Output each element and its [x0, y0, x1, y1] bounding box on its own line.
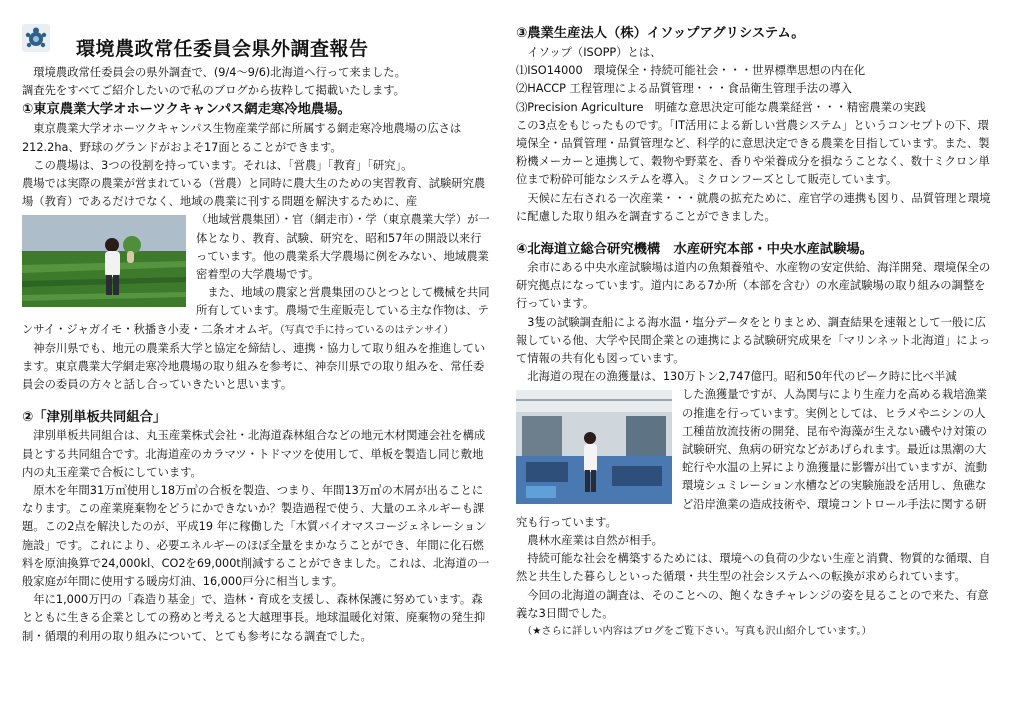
section3-paragraph: この3点をもじったものです。「IT活用による新しい営農システム」というコンセプトの下、環境保全・品質管理・品質管理など、科学的に意思決定できる農業を目指しています。また、製粉機メーカーと連携して、穀物や野菜を、香りや栄養成分を損なうことなく、数十ミクロン単位まで粉砕可能なシステムを導入。ミクロンフーズとして販売しています。: [516, 118, 990, 187]
section4-closing: 農林水産業は自然が相手。: [527, 534, 663, 548]
section1-paragraph: この農場は、3つの役割を持っています。それは、「営農」「教育」「研究」。: [33, 158, 413, 172]
left-column: [22, 64, 490, 646]
section4-paragraph: 3隻の試験調査船による海水温・塩分データをとりまとめ、調査結果を速報として一般に広報している他、大学や民間企業との連携による試験研究成果を「マリンネット北海道」によって情報の共有化も図っています。: [516, 315, 991, 366]
intro-line-1: 環境農政常任委員会の県外調査で、(9/4〜9/6)北海道へ行って来ました。: [33, 66, 406, 79]
section4-closing: 持続可能な社会を構築するためには、環境への負荷の少ない生産と消費、物質的な循環、自然と共生した暮らしといった循環・共生型の社会システムへの転換が求められています。: [516, 552, 991, 584]
list-item: ⑶Precision Agriculture 明確な意思決定可能な農業経営・・・精密農業の実践: [516, 100, 926, 114]
page-title: 環境農政常任委員会県外調査報告: [76, 38, 369, 60]
section3-lead: イソップ（ISOPP）とは、: [527, 46, 662, 59]
farm-photo: [22, 215, 186, 307]
blog-note: （★さらに詳しい内容はブログをご覧下さい。写真も沢山紹介しています。）: [522, 626, 872, 638]
section4-wrap-text: した漁獲量ですが、人為関与により生産力を高める栽培漁業の推進を行っています。実例としては、ヒラメやニシンの人工種苗放流技術の開発、昆布や海藻が生えない磯やけ対策の試験研究、魚病の研究などがあげられます。最近は黒潮の大蛇行や水温の上昇により漁獲量に影響が出ていますが、流動環境シュミレーション水槽などの実験施設を活用し、魚礁など沿岸漁業の造成技術や、環境コントロール手法に関する研究も行っています。: [516, 388, 988, 529]
section3-list: [516, 62, 994, 117]
section4-paragraph: 余市にある中央水産試験場は道内の魚類養殖や、水産物の安定供給、海洋開発、環境保全の研究拠点になっています。道内にある7か所（本部を含む）の水産試験場の取り組みの調整を行っています。: [516, 261, 991, 311]
section2-paragraph: 津別単板共同組合は、丸玉産業株式会社・北海道森林組合などの地元木材関連会社を構成員とする共同組合です。北海道産のカラマツ・トドマツを使用して、単板を製造し同じ敷地内の丸玉産業で合板にしています。: [22, 429, 486, 479]
section3-heading: ③農業生産法人（株）イソップアグリシステム。: [516, 26, 805, 41]
section4-closing: 今回の北海道の調査は、そのことへの、飽くなきチャレンジの姿を見ることので来た、有意義な3日間でした。: [516, 588, 989, 620]
section2-paragraph: 原木を年間31万㎥使用し18万㎥の合板を製造、つまり、年間13万㎥の木屑が出ることになります。この産業廃棄物をどうにかできないか？製造過程で使う、大量のエネルギーも課題。この2点を解決したのが、平成19 年に稼働した「木質バイオマスコージェネレーション施設」です。これにより、必要エネルギーのほぼ全量をまかなうことができ、年間に化石燃料を原油換算で24,000kl、CO2を69,000t削減することができました。これは、北海道の一般家庭が年間に使用する暖房灯油、16,000戸分に相当します。: [22, 484, 490, 589]
photo-caption: （写真で手に持っているのはテンサイ）: [279, 324, 454, 336]
section1-wrap-text: （地域営農集団）・官（網走市）・学（東京農業大学）が一体となり、教育、試験、研究を、昭和57年の開設以来行っています。他の農業系大学農場に例をみない、地域農業密着型の大学農場です。: [196, 213, 490, 282]
list-item: ⑵HACCP 工程管理による品質管理・・・食品衛生管理手法の導入: [516, 82, 852, 96]
section1-wrap-text2-body: また、地域の農家と営農集団のひとつとして機械を共同所有しています。農場で生産販売している主な作物は、テンサイ・ジャガイモ・秋播き小麦・二条オオムギ。: [22, 286, 490, 336]
section2-paragraph: 年に1,000万円の「森造り基金」で、造林・育成を支援し、森林保護に努めています。森とともに生きる企業としての務めと考えると大越理事長。地球温暖化対策、廃棄物の発生抑制・循環的利用の取り組みについて、とても参考になる調査でした。: [22, 593, 486, 643]
section1-paragraph: 東京農業大学オホーツクキャンパス生物産業学部に所属する網走寒冷地農場の広さは212.2ha、野球のグランドがおよそ17面とることができます。: [22, 122, 462, 154]
section4-paragraph: 北海道の現在の漁獲量は、130万トン2,747億円。昭和50年代のピーク時に比べ半減: [527, 370, 957, 384]
section2-heading: ②「津別単板共同組合」: [22, 410, 167, 426]
section1-paragraph: 農場では実際の農業が営まれている（営農）と同時に農大生のための実習教育、試験研究農場（教育）であるだけでなく、地域の農業に刊する問題を解決するために、産: [22, 177, 486, 209]
section1-closing: 神奈川県でも、地元の農業系大学と協定を締結し、連携・協力して取り組みを推進しています。東京農業大学網走寒冷地農場の取り組みを参考に、神奈川県での取り組みを、常任委員会の委員の方々と話し合っていきたいと思います。: [22, 341, 486, 392]
list-item: ⑴ISO14000 環境保全・持続可能社会・・・世界標準思想の内在化: [516, 64, 866, 78]
section4-heading: ④北海道立総合研究機構 水産研究本部・中央水産試験場。: [516, 242, 873, 258]
section1-heading: ①東京農業大学オホーツクキャンパス網走寒冷地農場。: [22, 102, 351, 118]
section3-paragraph: 天候に左右される一次産業・・・就農の拡充ために、産官学の連携も図り、品質管理と環境に配慮した取り組みを調査することができました。: [516, 191, 991, 223]
intro-line-2: 調査先をすべてご紹介したいので私のブログから抜粋して掲載いたします。: [22, 84, 405, 98]
right-column: [516, 24, 994, 641]
aquaculture-facility-photo: [516, 390, 672, 504]
turtle-emblem-icon: [22, 24, 50, 52]
